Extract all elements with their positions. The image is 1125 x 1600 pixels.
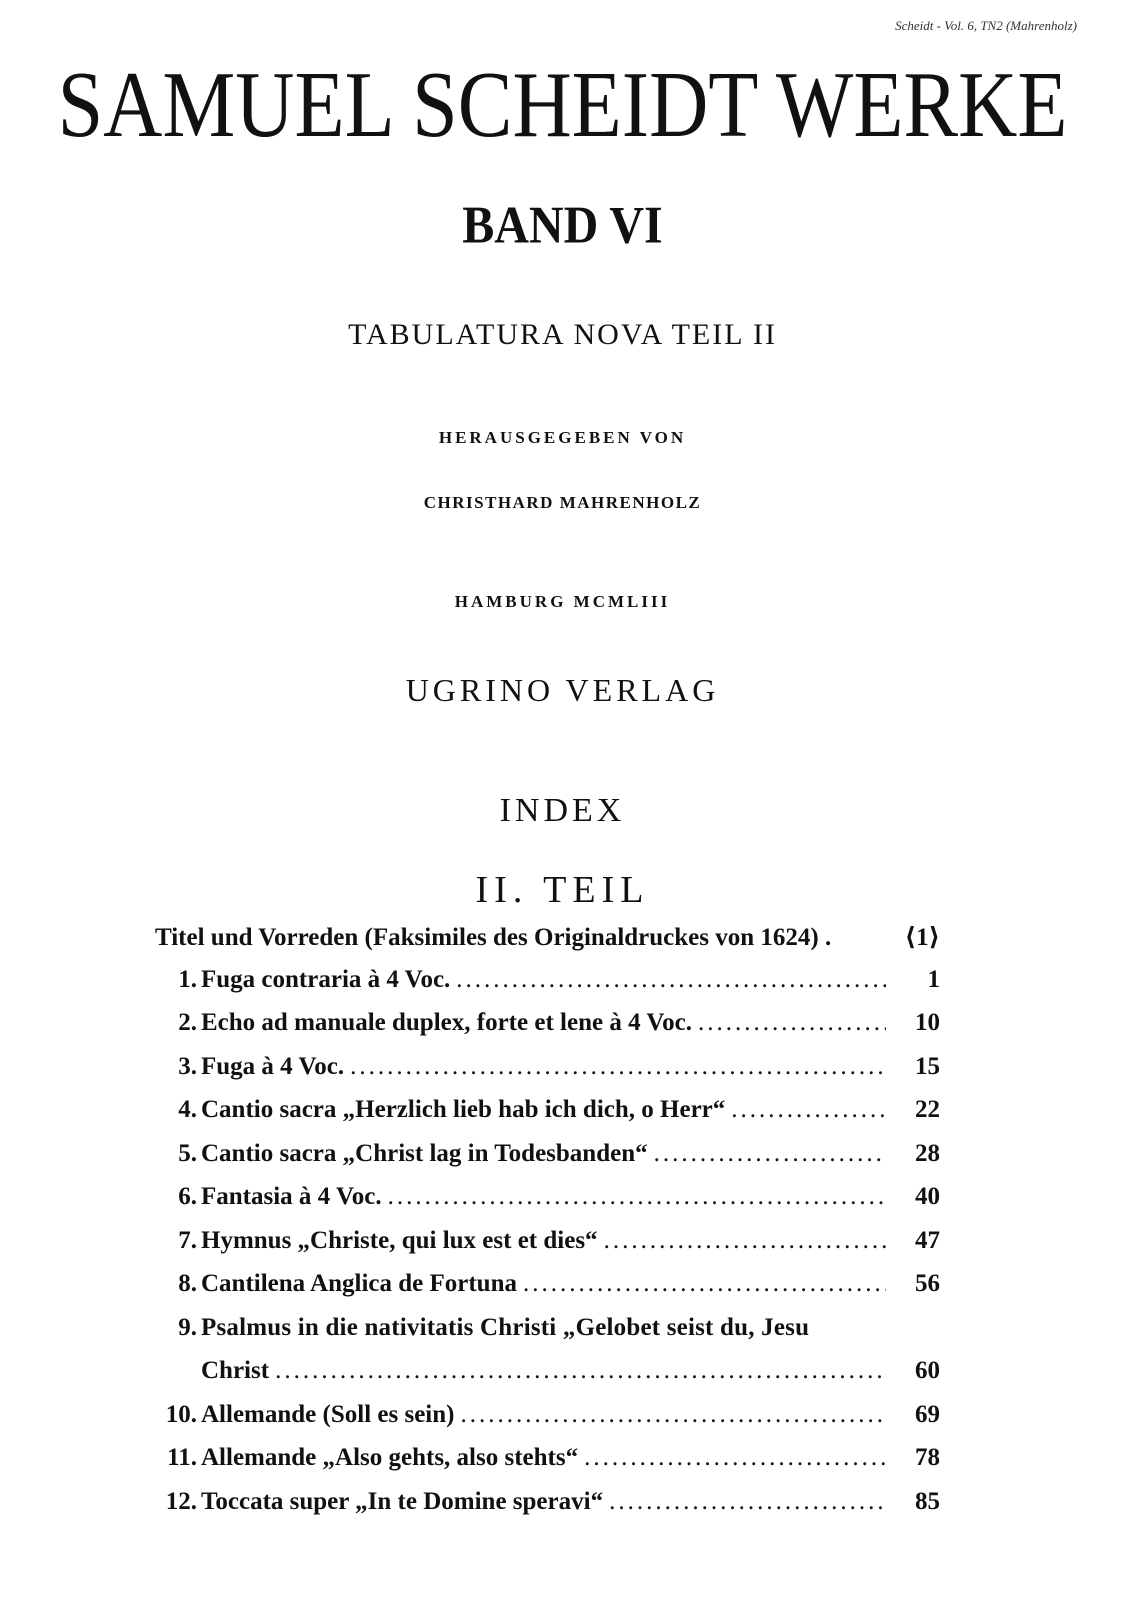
toc-row (155, 1140, 940, 1184)
toc-entry-number: 8. (178, 1270, 197, 1297)
toc-page-number: ⟨1⟩ (904, 924, 940, 951)
toc-entry-text: Titel und Vorreden (Faksimiles des Originaldruckes von 1624) . (155, 924, 832, 951)
toc-page-number: 1 (927, 965, 940, 993)
editor-intro: HERAUSGEGEBEN VON (438, 428, 687, 447)
toc-entry-number: 9. (178, 1313, 197, 1341)
dot-leader (460, 1401, 886, 1429)
toc-row (155, 1488, 940, 1532)
toc-page-number: 56 (915, 1270, 940, 1297)
toc-entry-number: 10. (165, 1400, 197, 1428)
toc-row (155, 1009, 940, 1053)
toc-page-number: 22 (915, 1096, 940, 1123)
toc-entry-text: Fuga contraria à 4 Voc. (201, 965, 451, 993)
toc-entry-number: 7. (178, 1226, 197, 1254)
toc-page-number: 47 (915, 1226, 940, 1254)
toc-entry-number: 11. (167, 1444, 197, 1471)
toc-entry-text: Hymnus „Christe, qui lux est et dies“ (201, 1226, 598, 1254)
toc-entry-text: Cantio sacra „Herzlich lieb hab ich dich, o Herr“ (201, 1096, 726, 1123)
dot-leader (731, 1096, 886, 1124)
publisher-name: UGRINO VERLAG (405, 672, 720, 708)
toc-row (155, 1401, 940, 1445)
toc-row (155, 1444, 940, 1488)
toc-entry-number: 3. (178, 1052, 197, 1080)
toc-row-intro (155, 922, 940, 966)
toc-entry-text: Toccata super „In te Domine speravi“ (201, 1487, 604, 1515)
dot-leader (523, 1270, 886, 1298)
dot-leader (388, 1183, 886, 1211)
main-title: SAMUEL SCHEIDT WERKE (57, 52, 1068, 157)
toc-row (155, 1096, 940, 1140)
toc-entry-number: 12. (165, 1487, 197, 1515)
toc-page-number: 85 (915, 1487, 940, 1515)
toc-row (155, 966, 940, 1010)
toc-page-number: 10 (915, 1009, 940, 1036)
toc-entry-text: Fantasia à 4 Voc. (201, 1183, 382, 1210)
toc-entry-text: Christ (201, 1357, 270, 1384)
toc-entry-number: 1. (178, 965, 197, 993)
toc-row (155, 1314, 940, 1358)
toc-entry-number: 4. (178, 1096, 197, 1123)
dot-leader (275, 1357, 886, 1385)
toc-page-number: 40 (915, 1183, 940, 1210)
editor-name: CHRISTHARD MAHRENHOLZ (423, 493, 702, 512)
toc-entry-text: Allemande (Soll es sein) (201, 1400, 455, 1428)
toc-row (155, 1270, 940, 1314)
part-heading: II. TEIL (475, 869, 650, 911)
place-year: HAMBURG MCMLIII (454, 592, 671, 611)
volume-title: BAND VI (462, 196, 663, 255)
index-heading: INDEX (499, 792, 626, 829)
toc-entry-text: Cantio sacra „Christ lag in Todesbanden“ (201, 1139, 648, 1167)
toc-entry-number: 5. (178, 1139, 197, 1167)
toc-row (155, 1183, 940, 1227)
toc-page-number: 28 (915, 1139, 940, 1167)
toc-page-number: 78 (915, 1444, 940, 1471)
toc-page-number: 15 (915, 1052, 940, 1080)
dot-leader (698, 1009, 886, 1037)
work-subtitle: TABULATURA NOVA TEIL II (348, 318, 777, 351)
toc-entry-text: Psalmus in die nativitatis Christi „Gelobet seist du, Jesu (201, 1313, 810, 1341)
page-reference-note: Scheidt - Vol. 6, TN2 (Mahrenholz) (895, 18, 1077, 33)
table-of-contents (155, 922, 940, 1531)
toc-entry-text: Cantilena Anglica de Fortuna (201, 1270, 517, 1297)
dot-leader (609, 1488, 886, 1516)
toc-entry-number: 2. (178, 1009, 197, 1036)
dot-leader (456, 966, 886, 994)
toc-entry-number: 6. (178, 1183, 197, 1210)
dot-leader (654, 1140, 886, 1168)
toc-row-continuation (155, 1357, 940, 1401)
toc-page-number: 60 (915, 1357, 940, 1384)
toc-entry-text: Allemande „Also gehts, also stehts“ (201, 1444, 579, 1471)
toc-entry-text: Fuga à 4 Voc. (201, 1052, 345, 1080)
toc-row (155, 1227, 940, 1271)
toc-row (155, 1053, 940, 1097)
dot-leader (584, 1444, 886, 1472)
dot-leader (350, 1053, 886, 1081)
toc-page-number: 69 (915, 1400, 940, 1428)
dot-leader (604, 1227, 886, 1255)
toc-entry-text: Echo ad manuale duplex, forte et lene à 4 Voc. (201, 1009, 692, 1036)
